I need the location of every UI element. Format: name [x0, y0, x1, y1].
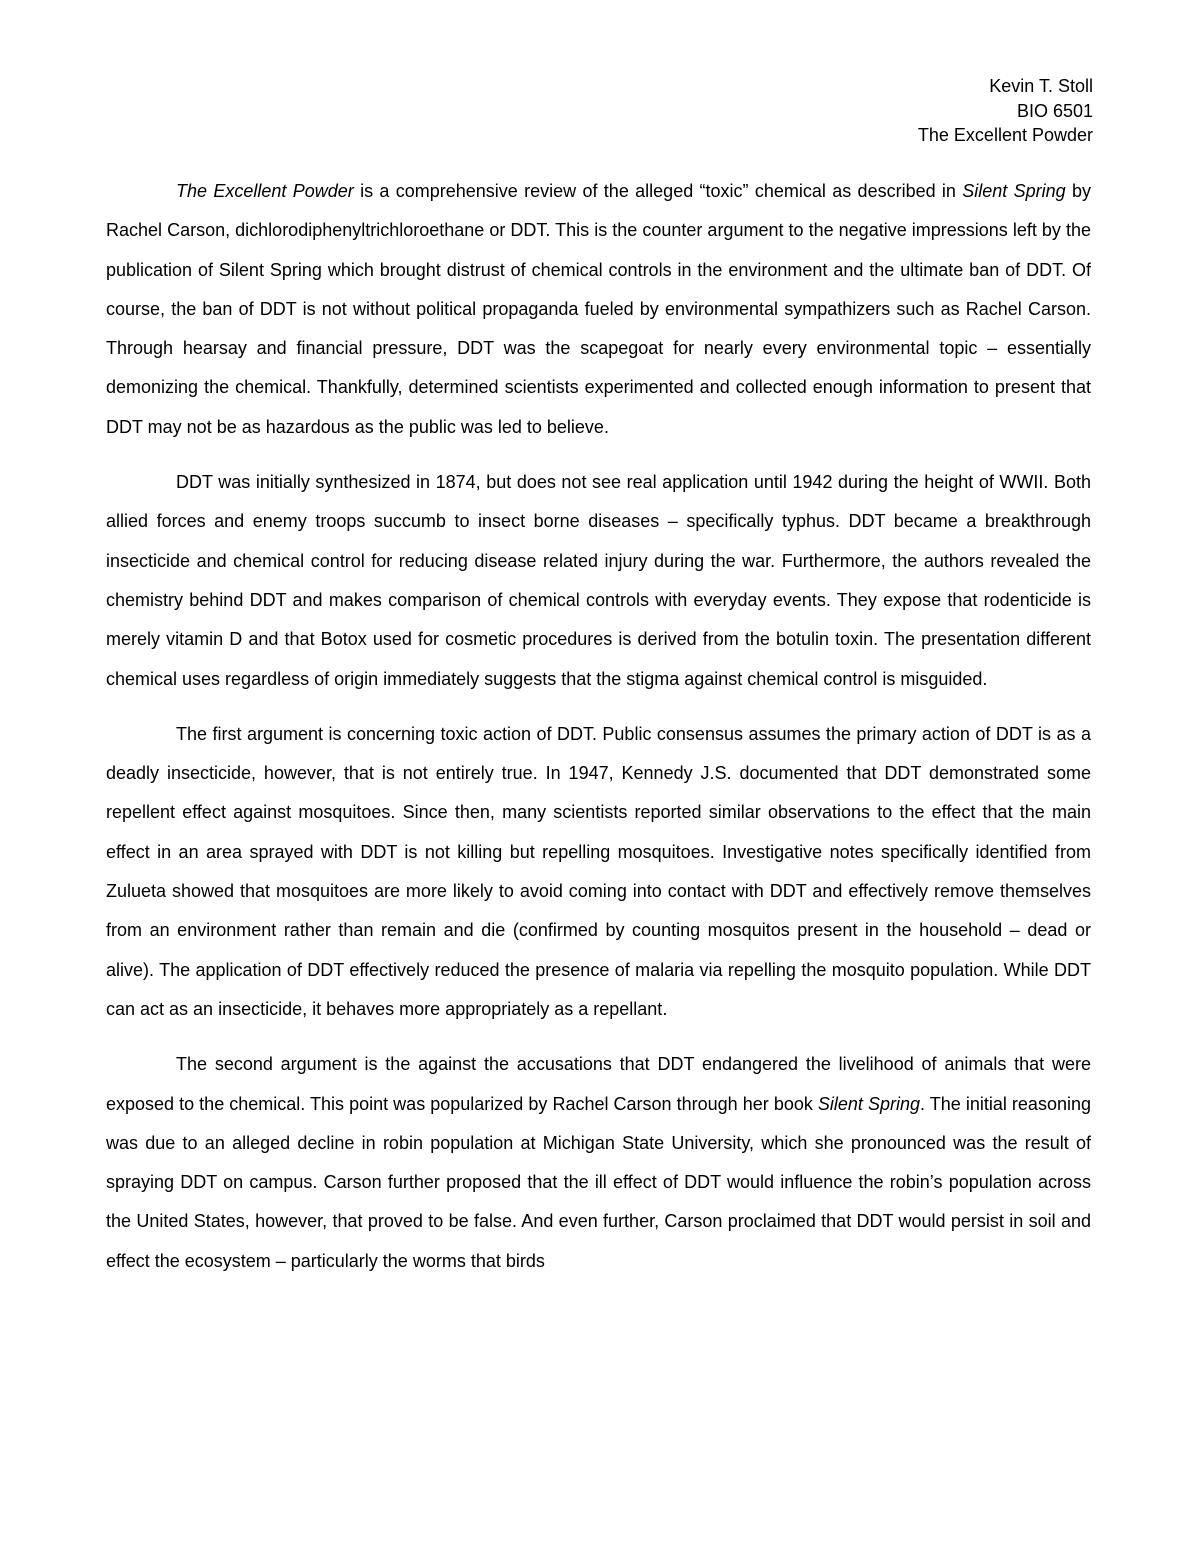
document-title: The Excellent Powder — [917, 125, 1093, 145]
text-run: by Rachel Carson, dichlorodiphenyltrichloroethane or DDT. This is the counter argument to the negative impressions left by the publication of Silent Spring which brought distrust of chemical controls in the environment and the ultimate ban of DDT. Of course, the ban of DDT is not without political propaganda fueled by environmental sympathizers such as Rachel Carson. Through hearsay and financial pressure, DDT was the scapegoat for nearly every environmental topic – essentially demonizing the chemical. Thankfully, determined scientists experimented and collected enough information to present that DDT may not be as hazardous as the public was led to believe. — [106, 181, 1092, 437]
document-body — [106, 172, 1091, 1281]
paragraph-3 — [106, 715, 1091, 1029]
paragraph-4 — [106, 1045, 1091, 1281]
text-run: Silent Spring — [962, 181, 1066, 201]
course-code: BIO 6501 — [1016, 100, 1093, 121]
text-run: The second argument is the against the accusations that DDT endangered the livelihood of animals that were exposed to the chemical. This point was popularized by Rachel Carson through her book — [106, 1054, 1091, 1114]
text-run: DDT was initially synthesized in 1874, but does not see real application until 1942 during the height of WWII. Both allied forces and enemy troops succumb to insect borne diseases – specifically typhus. DDT became a breakthrough insecticide and chemical control for reducing disease related injury during the war. Furthermore, the authors revealed the chemistry behind DDT and makes comparison of chemical controls with everyday events. They expose that rodenticide is merely vitamin D and that Botox used for cosmetic procedures is derived from the botulin toxin. The presentation different chemical uses regardless of origin immediately suggests that the stigma against chemical control is misguided. — [106, 472, 1091, 689]
text-run: The Excellent Powder — [176, 181, 354, 201]
text-run: Silent Spring — [817, 1093, 921, 1114]
document-header — [918, 74, 1093, 148]
text-run: The first argument is concerning toxic action of DDT. Public consensus assumes the primary action of DDT is as a deadly insecticide, however, that is not entirely true. In 1947, Kennedy J.S. documented that DDT demonstrated some repellent effect against mosquitoes. Since then, many scientists reported similar observations to the effect that the main effect in an area sprayed with DDT is not killing but repelling mosquitoes. Investigative notes specifically identified from Zulueta showed that mosquitoes are more likely to avoid coming into contact with DDT and effectively remove themselves from an environment rather than remain and die (confirmed by counting mosquitos present in the household – dead or alive). The application of DDT effectively reduced the presence of malaria via repelling the mosquito population. While DDT can act as an insecticide, it behaves more appropriately as a repellant. — [106, 723, 1091, 1019]
paragraph-1 — [106, 172, 1091, 447]
text-run: . The initial reasoning was due to an alleged decline in robin population at Michigan State University, which she pronounced was the result of spraying DDT on campus. Carson further proposed that the ill effect of DDT would influence the robin’s population across the United States, however, that proved to be false. And even further, Carson proclaimed that DDT would persist in soil and effect the ecosystem – particularly the worms that birds — [106, 1093, 1091, 1271]
paragraph-2 — [106, 463, 1091, 699]
author-name: Kevin T. Stoll — [989, 76, 1093, 96]
text-run: is a comprehensive review of the alleged “toxic” chemical as described in — [353, 181, 963, 201]
